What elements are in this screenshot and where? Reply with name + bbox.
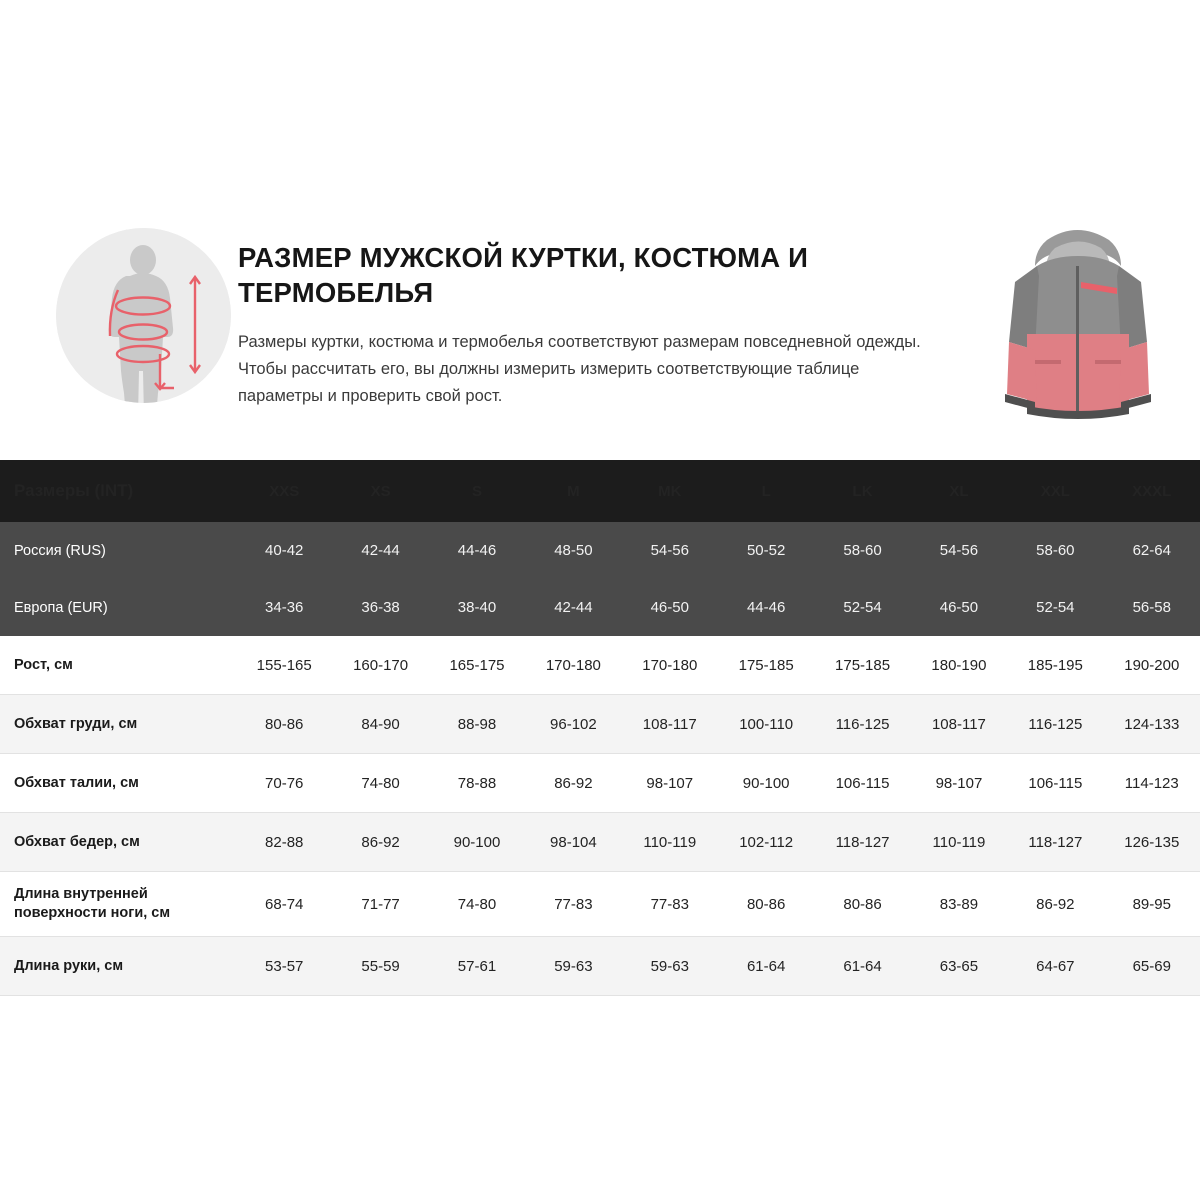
row-label: Рост, см (0, 636, 236, 695)
table-row (0, 754, 1200, 813)
page-description: Размеры куртки, костюма и термобелья соответствуют размерам повседневной одежды. Чтобы рассчитать его, вы должны измерить измерить соответствующие таблице параметры и проверить свой рост. (238, 332, 921, 405)
table-cell: 74-80 (429, 872, 525, 937)
row-label: Обхват груди, см (0, 695, 236, 754)
column-header-size: XXS (236, 460, 332, 522)
row-label: Россия (RUS) (0, 522, 236, 579)
table-cell: 110-119 (911, 813, 1007, 872)
table-head (0, 460, 1200, 522)
table-cell: 55-59 (332, 937, 428, 996)
table-cell: 88-98 (429, 695, 525, 754)
table-header-row (0, 460, 1200, 522)
table-cell: 65-69 (1104, 937, 1200, 996)
table-row (0, 579, 1200, 636)
table-cell: 96-102 (525, 695, 621, 754)
table-row (0, 636, 1200, 695)
table-cell: 86-92 (525, 754, 621, 813)
table-cell: 86-92 (332, 813, 428, 872)
table-cell: 40-42 (236, 522, 332, 579)
table-cell: 36-38 (332, 579, 428, 636)
table-cell: 114-123 (1104, 754, 1200, 813)
table-cell: 70-76 (236, 754, 332, 813)
table-cell: 84-90 (332, 695, 428, 754)
table-cell: 54-56 (622, 522, 718, 579)
table-cell: 126-135 (1104, 813, 1200, 872)
row-label: Длина руки, см (0, 937, 236, 996)
table-cell: 56-58 (1104, 579, 1200, 636)
table-cell: 68-74 (236, 872, 332, 937)
table-cell: 74-80 (332, 754, 428, 813)
row-label: Длина внутренней поверхности ноги, см (0, 872, 236, 937)
table-cell: 38-40 (429, 579, 525, 636)
table-cell: 98-107 (911, 754, 1007, 813)
table-cell: 89-95 (1104, 872, 1200, 937)
table-cell: 59-63 (622, 937, 718, 996)
table-cell: 80-86 (814, 872, 910, 937)
table-cell: 118-127 (814, 813, 910, 872)
table-cell: 83-89 (911, 872, 1007, 937)
table-cell: 98-104 (525, 813, 621, 872)
table-cell: 106-115 (814, 754, 910, 813)
table-cell: 160-170 (332, 636, 428, 695)
page-title: РАЗМЕР МУЖСКОЙ КУРТКИ, КОСТЮМА И ТЕРМОБЕЛЬЯ (238, 242, 809, 308)
table-cell: 165-175 (429, 636, 525, 695)
table-cell: 170-180 (622, 636, 718, 695)
table-cell: 50-52 (718, 522, 814, 579)
table-row (0, 872, 1200, 937)
table-cell: 86-92 (1007, 872, 1103, 937)
column-header-label: Размеры (INT) (0, 460, 236, 522)
table-cell: 90-100 (718, 754, 814, 813)
table-row (0, 813, 1200, 872)
table-cell: 190-200 (1104, 636, 1200, 695)
table-cell: 82-88 (236, 813, 332, 872)
column-header-size: XL (911, 460, 1007, 522)
table-cell: 42-44 (332, 522, 428, 579)
column-header-size: S (429, 460, 525, 522)
table-cell: 57-61 (429, 937, 525, 996)
row-label: Европа (EUR) (0, 579, 236, 636)
table-cell: 77-83 (525, 872, 621, 937)
table-cell: 116-125 (1007, 695, 1103, 754)
column-header-size: XXXL (1104, 460, 1200, 522)
table-cell: 53-57 (236, 937, 332, 996)
row-label: Обхват бедер, см (0, 813, 236, 872)
table-cell: 58-60 (1007, 522, 1103, 579)
table-cell: 110-119 (622, 813, 718, 872)
table-row (0, 937, 1200, 996)
table-cell: 34-36 (236, 579, 332, 636)
table-cell: 46-50 (911, 579, 1007, 636)
table-cell: 77-83 (622, 872, 718, 937)
table-cell: 80-86 (236, 695, 332, 754)
table-cell: 63-65 (911, 937, 1007, 996)
table-cell: 78-88 (429, 754, 525, 813)
header-section (0, 215, 1200, 460)
column-header-size: XXL (1007, 460, 1103, 522)
column-header-size: M (525, 460, 621, 522)
table-cell: 46-50 (622, 579, 718, 636)
table-cell: 52-54 (1007, 579, 1103, 636)
column-header-size: MK (622, 460, 718, 522)
table-cell: 54-56 (911, 522, 1007, 579)
table-cell: 42-44 (525, 579, 621, 636)
table-cell: 61-64 (718, 937, 814, 996)
table-cell: 52-54 (814, 579, 910, 636)
column-header-size: LK (814, 460, 910, 522)
table-cell: 108-117 (622, 695, 718, 754)
table-cell: 61-64 (814, 937, 910, 996)
table-cell: 59-63 (525, 937, 621, 996)
table-cell: 155-165 (236, 636, 332, 695)
column-header-size: XS (332, 460, 428, 522)
table-cell: 175-185 (718, 636, 814, 695)
column-header-size: L (718, 460, 814, 522)
table-cell: 80-86 (718, 872, 814, 937)
table-cell: 170-180 (525, 636, 621, 695)
table-cell: 102-112 (718, 813, 814, 872)
table-cell: 100-110 (718, 695, 814, 754)
table-cell: 48-50 (525, 522, 621, 579)
table-cell: 71-77 (332, 872, 428, 937)
table-body (0, 522, 1200, 996)
jacket-photo (985, 220, 1170, 455)
table-row (0, 695, 1200, 754)
table-cell: 98-107 (622, 754, 718, 813)
body-measurement-icon (56, 228, 231, 403)
table-cell: 62-64 (1104, 522, 1200, 579)
table-cell: 106-115 (1007, 754, 1103, 813)
table-cell: 44-46 (429, 522, 525, 579)
table-cell: 64-67 (1007, 937, 1103, 996)
header-text-block (238, 241, 928, 410)
table-cell: 185-195 (1007, 636, 1103, 695)
row-label: Обхват талии, см (0, 754, 236, 813)
table-row (0, 522, 1200, 579)
table-cell: 118-127 (1007, 813, 1103, 872)
size-table (0, 460, 1200, 996)
table-cell: 175-185 (814, 636, 910, 695)
table-cell: 58-60 (814, 522, 910, 579)
table-cell: 108-117 (911, 695, 1007, 754)
table-cell: 180-190 (911, 636, 1007, 695)
table-cell: 44-46 (718, 579, 814, 636)
table-cell: 116-125 (814, 695, 910, 754)
table-cell: 124-133 (1104, 695, 1200, 754)
table-cell: 90-100 (429, 813, 525, 872)
